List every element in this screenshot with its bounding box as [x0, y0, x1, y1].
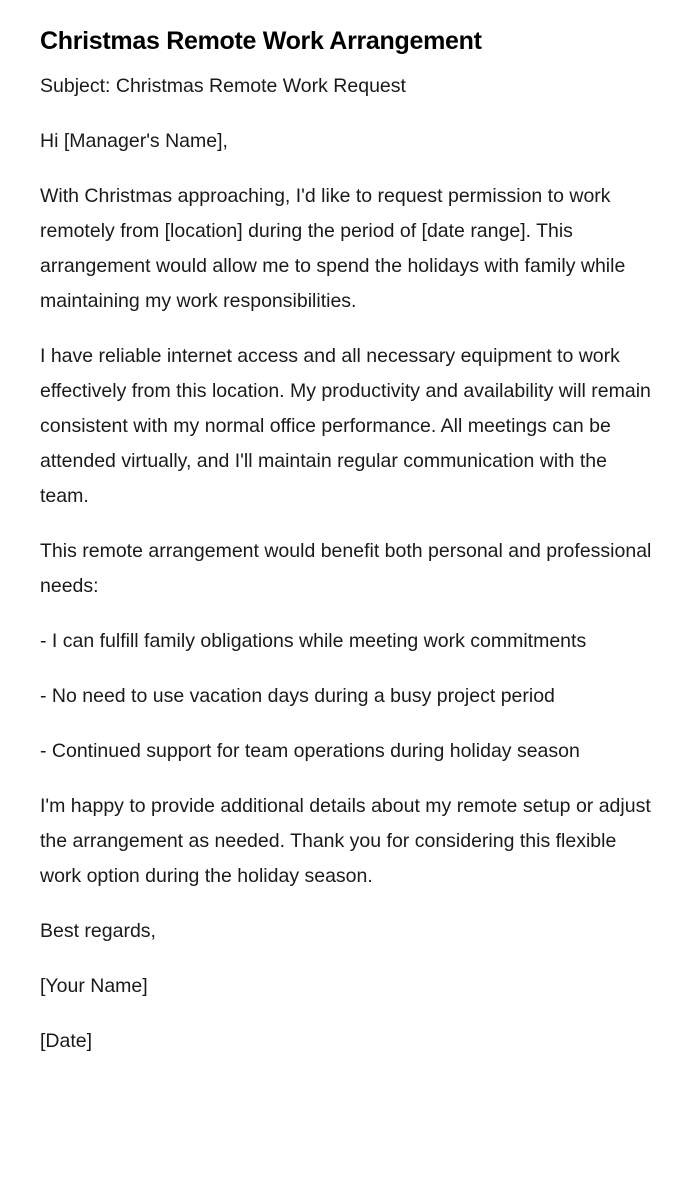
- subject-line: Subject: Christmas Remote Work Request: [40, 75, 406, 97]
- body-paragraph-setup: I have reliable internet access and all necessary equipment to work effectively from this location. My productivity and availability will remain consistent with my normal office performance. All meetings can be attended virtually, and I'll maintain regular communication with the team.: [40, 345, 651, 507]
- body-paragraph-request: With Christmas approaching, I'd like to request permission to work remotely from [location] during the period of [date range]. This arrangement would allow me to spend the holidays with family while maintaining my work responsibilities.: [40, 185, 626, 312]
- page-title: Christmas Remote Work Arrangement: [40, 27, 482, 55]
- greeting: Hi [Manager's Name],: [40, 130, 228, 152]
- benefit-item-family: - I can fulfill family obligations while meeting work commitments: [40, 630, 587, 652]
- body-paragraph-closing: I'm happy to provide additional details about my remote setup or adjust the arrangement as needed. Thank you for considering this flexible work option during the holiday season.: [40, 795, 651, 887]
- signature-name: [Your Name]: [40, 975, 148, 997]
- benefit-item-support: - Continued support for team operations during holiday season: [40, 740, 580, 762]
- benefit-item-vacation: - No need to use vacation days during a busy project period: [40, 685, 555, 707]
- closing-salutation: Best regards,: [40, 920, 156, 942]
- signature-date: [Date]: [40, 1030, 93, 1052]
- body-paragraph-benefits-intro: This remote arrangement would benefit both personal and professional needs:: [40, 540, 652, 597]
